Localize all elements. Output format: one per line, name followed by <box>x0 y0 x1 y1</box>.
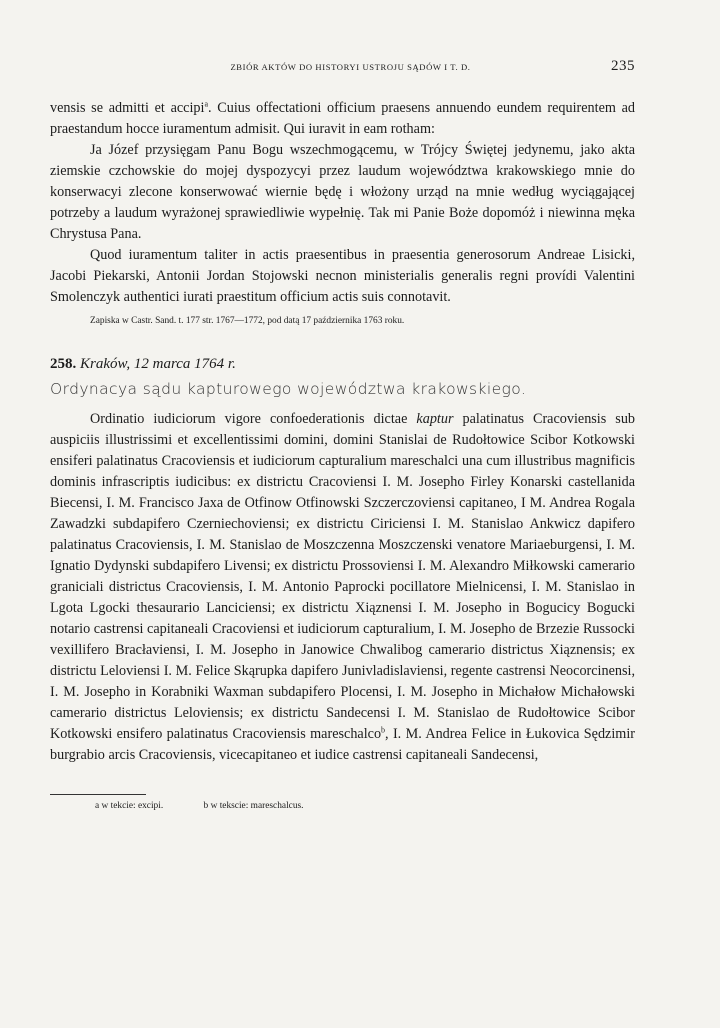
paragraph-continuation-end: . Cuius offectationi officium praesens annuendo eundem requirentem ad praestandum hocce iuramentum admisit. Qui iuravit in eam rotham: <box>50 100 636 137</box>
footnote-divider <box>50 794 146 795</box>
document-page <box>50 58 635 813</box>
footnote-a: a w tekcie: excipi. <box>95 801 164 811</box>
footnote-b: b w tekscie: mareschalcus. <box>203 801 304 811</box>
oath-paragraph: Ja Józef przysięgam Panu Bogu wszechmogącemu, w Trójcy Świętej jedynemu, jako akta ziemskie czchowskie do mojej dyspozycyi przez laudum województwa krakowskiego mnie do konserwacyi zlecone konserwować wiernie będę i włożony urząd na mnie według wyciągającej potrzeby a laudum wyrażonej sprawiedliwie wypełnię. Tak mi Panie Boże dopomóż i niewinna męka Chrystusa Pana. <box>50 142 635 242</box>
entry-heading <box>50 354 635 374</box>
footnote-ref-a: a <box>204 99 209 109</box>
entry-text <box>50 409 635 766</box>
entry-text-end: , I. M. Andrea Felice in Łukovica Sędzimir burgrabio arcis Cracoviensis, vicecapitaneo et iudice castrensi capitaneali Sandecensi, <box>50 726 636 763</box>
attestation-paragraph: Quod iuramentum taliter in actis praesentibus in praesentia generosorum Andreae Lisicki, Jacobi Piekarski, Antonii Jordan Stojowski necnon ministerialis generalis regni provídi Valentini Smolenczyk authentici iurati praestitum officium actis suis connotavit. <box>50 247 635 305</box>
footnote-ref-b: b <box>381 725 386 735</box>
running-head <box>50 58 635 80</box>
entry-text-start: Ordinatio iudiciorum vigore confoederationis dictae <box>90 411 408 427</box>
source-note: Zapiska w Castr. Sand. t. 177 str. 1767—1772, pod datą 17 października 1763 roku. <box>90 316 405 326</box>
entry-title: Ordynacya sądu kapturowego województwa krakowskiego. <box>50 380 527 398</box>
running-title: ZBIÓR AKTÓW DO HISTORYI USTROJU SĄDÓW I T. D. <box>230 62 471 72</box>
page-number: 235 <box>611 58 635 74</box>
paragraph-continuation <box>50 98 635 140</box>
footnotes <box>95 799 635 813</box>
paragraph-continuation-start: vensis se admitti et accipi <box>50 100 205 116</box>
entry-text-middle: palatinatus Cracoviensis sub auspiciis illustrissimi et excellentissimi domini, domini Stanislai de Rudołtowice Scibor Kotkowski ensiferi palatinatus Cracoviensis et iudiciorum capturalium mareschalci una cum illustribus magnificis dominis infrascriptis iudicibus: ex districtu Cracoviensi I. M. Josepho Firley Konarski castellanida Biecensi, I. M. Francisco Jaxa de Otfinow Otfinowski Szczerczoviensi capitaneo, I M. Andrea Rogala Zawadzki subdapifero Czerniechoviensi; ex districtu Ciriciensi I. M. Stanislao Ankwicz dapifero palatinatus Cracoviensis, I. M. Stanislao de Moszczenna Moszczenski venatore Mariaeburgensi, I. M. Ignatio Dydynski subdapifero Livensi; ex districtu Prossoviensi I. M. Alexandro Miłkowski camerario graniciali districtus Cracoviensis, I. M. Antonio Paprocki pocillatore Mielnicensi, I. M. Stanislao in Lgota Lgocki thesaurario Lanciciensi; ex districtu Xiąznensi I. M. Josepho in Bogucicy Bogucki notario castrensi capitaneali Cracoviensi et iudiciorum capturalium, I. M. Josepho de Brzezie Russocki vexillifero Bracłaviensi, I. M. Josepho in Janowice Chwalibog camerario districtus Xiąznensis; ex districtu Leloviensi I. M. Felice Skąrupka dapifero Junivladislaviensi, regente castrensi Neocorcinensi, I. M. Josepho in Korabniki Waxman subdapifero Plocensi, I. M. Josepho in Michałow Michałowski camerario districtus Leloviensis; ex districtu Sandecensi I. M. Stanislao de Rudołtowice Scibor Kotkowski ensifero palatinatus Cracoviensis mareschalco <box>50 411 636 742</box>
entry-place-date: Kraków, 12 marca 1764 r. <box>80 356 236 372</box>
keyword-kaptur: kaptur <box>416 411 454 427</box>
entry-number: 258. <box>50 356 77 372</box>
